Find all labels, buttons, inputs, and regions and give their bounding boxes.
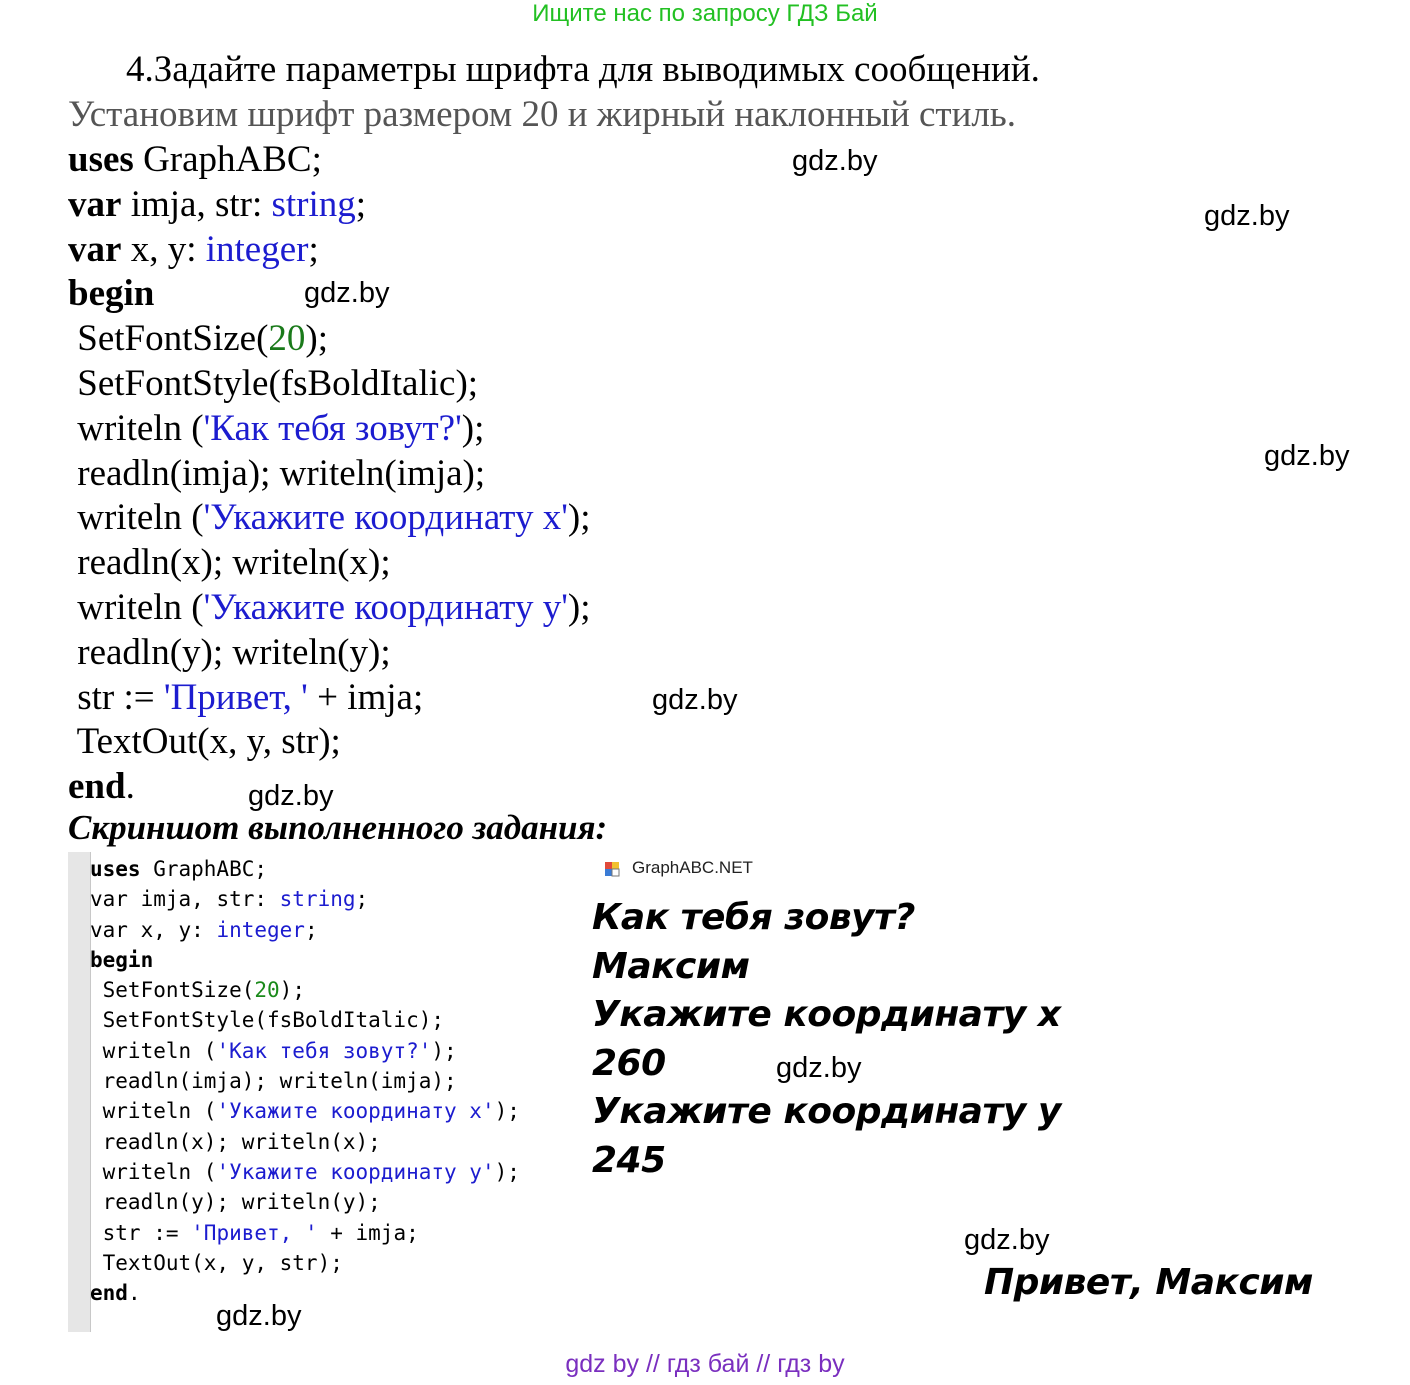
window-app-icon: [604, 861, 620, 877]
task-screenshot: [68, 852, 1328, 1334]
editor-line: SetFontStyle(fsBoldItalic);: [90, 1008, 445, 1033]
code-line: readln(x); writeln(x);: [68, 542, 391, 584]
editor-line: writeln ('Как тебя зовут?');: [90, 1038, 457, 1063]
graphabc-window: [590, 852, 1328, 1332]
editor-line: writeln ('Укажите координату y');: [90, 1159, 520, 1184]
code-line: var imja, str: string;: [68, 183, 367, 225]
output-line: Укажите координату y: [592, 1091, 1061, 1132]
code-line: writeln ('Укажите координату x');: [68, 497, 591, 539]
editor-code: [90, 854, 520, 1308]
code-line: begin: [68, 273, 155, 315]
task-heading: 4.Задайте параметры шрифта для выводимых сообщений.: [126, 49, 1040, 90]
editor-line: begin: [90, 947, 154, 972]
code-line: SetFontStyle(fsBoldItalic);: [68, 362, 479, 404]
watermark: gdz.by: [1204, 200, 1290, 232]
editor-line: SetFontSize(20);: [90, 978, 305, 1003]
watermark: gdz.by: [776, 1052, 862, 1084]
footer-text: gdz by // гдз бай // гдз by: [565, 1350, 845, 1378]
editor-line: str := 'Привет, ' + imja;: [90, 1220, 419, 1245]
code-line: var x, y: integer;: [68, 228, 319, 270]
greeting-text: Привет, Максим: [984, 1262, 1313, 1303]
output-line: Укажите координату x: [592, 994, 1061, 1035]
watermark: gdz.by: [792, 145, 878, 177]
editor-line: uses GraphABC;: [90, 857, 268, 881]
editor-line: var imja, str: string;: [90, 887, 369, 912]
editor-line: end.: [90, 1281, 141, 1306]
watermark: gdz.by: [248, 780, 334, 812]
code-editor-panel: [68, 852, 591, 1332]
code-line: readln(y); writeln(y);: [68, 631, 391, 673]
screenshot-caption: Скриншот выполненного задания:: [68, 808, 608, 847]
graph-output: [592, 894, 1061, 1185]
code-line: readln(imja); writeln(imja);: [68, 452, 486, 494]
watermark: gdz.by: [964, 1224, 1050, 1256]
editor-line: readln(x); writeln(x);: [90, 1129, 381, 1154]
output-line: 245: [592, 1139, 666, 1181]
code-line: TextOut(x, y, str);: [68, 721, 341, 763]
watermark: gdz.by: [652, 684, 738, 716]
output-line: Максим: [592, 945, 750, 987]
editor-line: readln(y); writeln(y);: [90, 1190, 381, 1215]
code-listing: [68, 138, 591, 810]
watermark: gdz.by: [304, 277, 390, 309]
task-subheading: Установим шрифт размером 20 и жирный наклонный стиль.: [68, 94, 1016, 135]
code-line: str := 'Привет, ' + imja;: [68, 676, 424, 718]
editor-line: readln(imja); writeln(imja);: [90, 1069, 457, 1094]
code-line: uses GraphABC;: [68, 139, 322, 180]
output-line: 260: [592, 1042, 666, 1084]
code-line: SetFontSize(20);: [68, 318, 329, 360]
output-line: Как тебя зовут?: [592, 897, 915, 938]
editor-line: TextOut(x, y, str);: [90, 1250, 343, 1275]
editor-line: writeln ('Укажите координату x');: [90, 1099, 520, 1124]
code-line: writeln ('Как тебя зовут?');: [68, 407, 485, 449]
watermark: gdz.by: [216, 1300, 302, 1332]
code-line: writeln ('Укажите координату y');: [68, 586, 591, 628]
window-title: GraphABC.NET: [632, 858, 753, 877]
editor-line: var x, y: integer;: [90, 917, 318, 942]
watermark: gdz.by: [1264, 440, 1350, 472]
editor-gutter: [68, 852, 91, 1332]
code-line: end.: [68, 766, 135, 808]
top-banner: Ищите нас по запросу ГДЗ Бай: [532, 0, 878, 27]
window-titlebar[interactable]: [590, 852, 1328, 884]
